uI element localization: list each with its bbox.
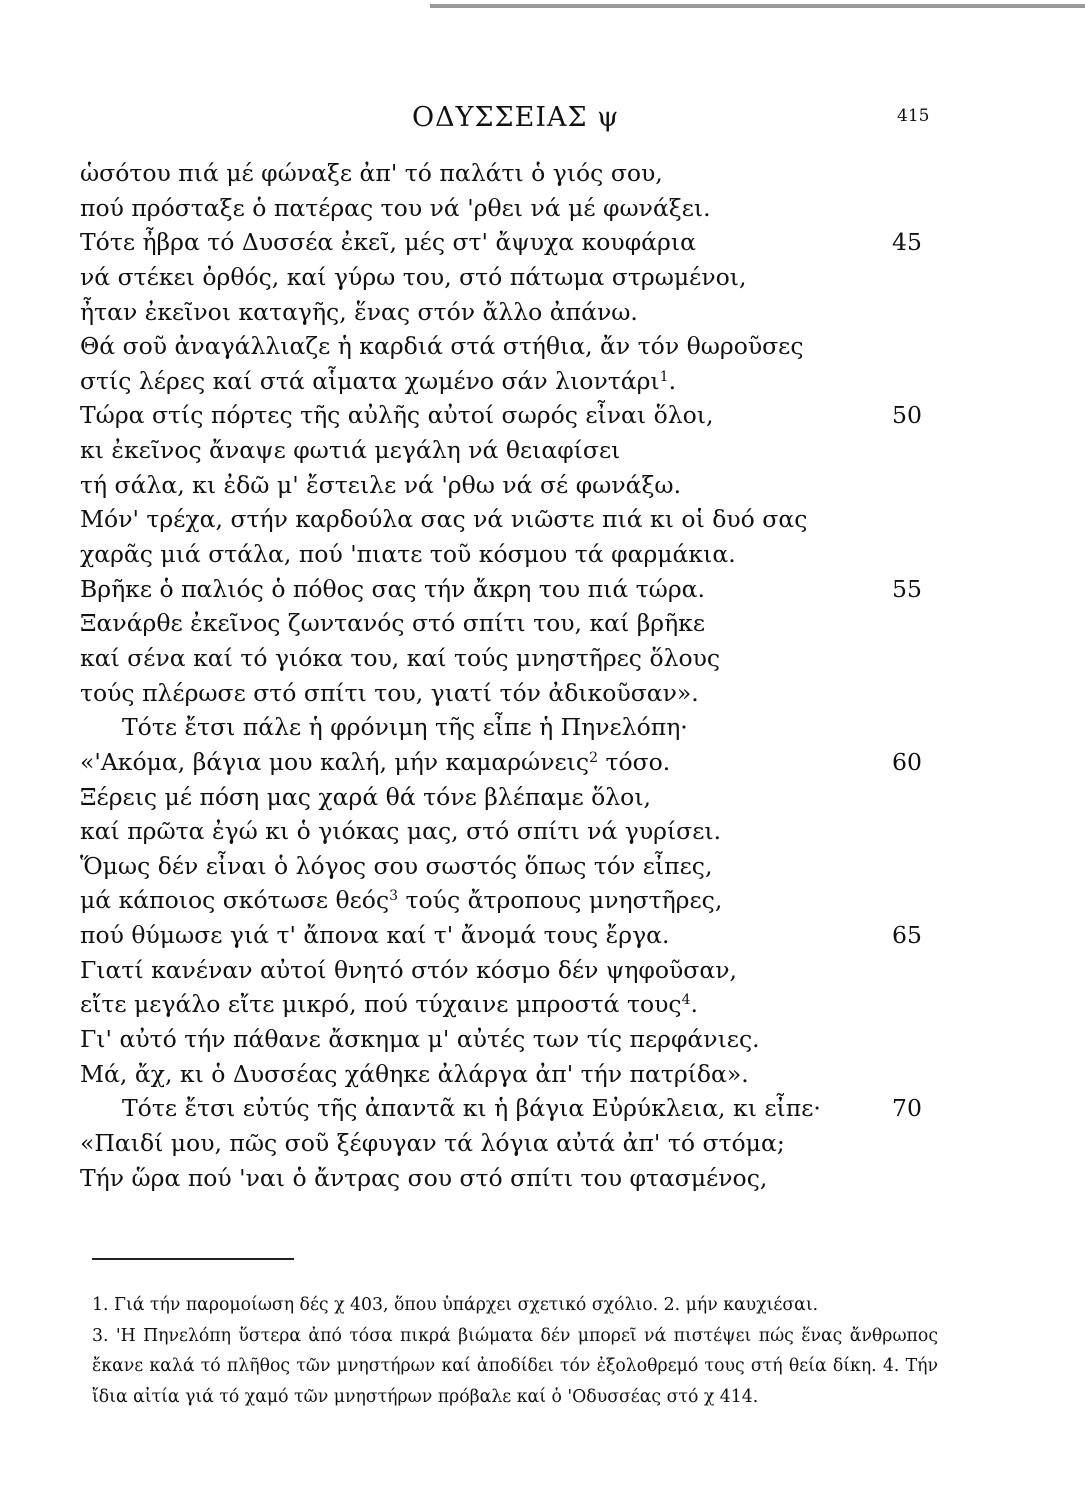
verse-text-main: τούς πλέρωσε στό σπίτι του, γιατί τόν ἀδικοῦσαν». xyxy=(80,678,699,707)
verse-text-main: «Παιδί μου, πῶς σοῦ ξέφυγαν τά λόγια αὐτά ἀπ' τό στόμα; xyxy=(80,1128,785,1157)
verse-text-main: Τότε ἔτσι πάλε ἡ φρόνιμη τῆς εἶπε ἡ Πηνελόπη· xyxy=(122,713,688,742)
verse-line xyxy=(80,606,950,641)
verse-text-main: Ὅμως δέν εἶναι ὁ λόγος σου σωστός ὅπως τόν εἶπες, xyxy=(80,851,713,880)
verse-text-main: πού θύμωσε γιά τ' ἄπονα καί τ' ἄνομά τους ἔργα. xyxy=(80,921,670,950)
verse-text-main: τή σάλα, κι ἐδῶ μ' ἔστειλε νά 'ρθω νά σέ φωνάξω. xyxy=(80,470,682,499)
verse-text-main: νά στέκει ὀρθός, καί γύρω του, στό πάτωμα στρωμένοι, xyxy=(80,262,747,291)
verse-line xyxy=(80,745,950,780)
verse-line xyxy=(80,156,950,191)
verse-text-main: «'Ακόμα, βάγια μου καλή, μήν καμαρώνεις xyxy=(80,747,590,776)
running-head xyxy=(0,102,1085,142)
footnote-paragraph: 3. 'Η Πηνελόπη ὕστερα ἀπό τόσα πικρά βιώματα δέν μπορεῖ νά πιστέψει πώς ἕνας ἄνθρωπος ἔκανε καλά τό πλῆθος τῶν μνηστήρων καί ἀποδίδει τόν ἐξολοθρεμό τους στή θεία δίκη. 4. Τήν ἴδια αἰτία γιά τό χαμό τῶν μνηστήρων πρόβαλε καί ὁ 'Οδυσσέας στό χ 414. xyxy=(92,1325,938,1407)
verse-text-main: Τότε ἦβρα τό Δυσσέα ἐκεῖ, μές στ' ἄψυχα κουφάρια xyxy=(80,228,696,257)
verse-text-main: Ξανάρθε ἐκεῖνος ζωντανός στό σπίτι του, καί βρῆκε xyxy=(80,609,706,638)
verse-line xyxy=(80,225,950,260)
line-number: 55 xyxy=(892,574,922,603)
verse-text xyxy=(80,1022,760,1057)
verse-text-main: πού πρόσταξε ὁ πατέρας του νά 'ρθει νά μέ φωνάξει. xyxy=(80,193,711,222)
verse-text-main: ὡσότου πιά μέ φώναξε ἀπ' τό παλάτι ὁ γιός σου, xyxy=(80,159,663,187)
verse-line xyxy=(80,780,950,815)
verse-text xyxy=(80,364,676,399)
verse-text xyxy=(80,502,807,537)
verse-text-main: κι ἐκεῖνος ἄναψε φωτιά μεγάλη νά θειαφίσει xyxy=(80,436,621,465)
verse-text xyxy=(80,260,746,295)
footnote-separator xyxy=(92,1258,294,1260)
verse-line xyxy=(80,883,950,918)
verse-text-main: Μά, ἄχ, κι ὁ Δυσσέας χάθηκε ἀλάργα ἀπ' τήν πατρίδα». xyxy=(80,1059,749,1088)
verse-text xyxy=(80,1091,821,1126)
verse-text-main: καί πρῶτα ἐγώ κι ὁ γιόκας μας, στό σπίτι νά γυρίσει. xyxy=(80,817,722,846)
verse-text xyxy=(80,918,670,953)
verse-line xyxy=(80,641,950,676)
verse-line xyxy=(80,987,950,1022)
book-title: ΟΔΥΣΣΕΙΑΣ ψ xyxy=(412,102,620,133)
verse-text xyxy=(80,641,720,676)
scan-edge-rule xyxy=(430,4,1085,8)
verse-text-main: χαρᾶς μιά στάλα, πού 'πιατε τοῦ κόσμου τά φαρμάκια. xyxy=(80,540,736,569)
verse-text-main: Τήν ὥρα πού 'ναι ὁ ἄντρας σου στό σπίτι του φτασμένος, xyxy=(80,1163,768,1192)
verse-text xyxy=(80,398,713,433)
verse-text-tail: τόσο. xyxy=(597,747,671,776)
footnote-marker: 4 xyxy=(681,992,691,1009)
verse-text-main: μά κάποιος σκότωσε θεός xyxy=(80,886,390,915)
verse-text-main: Τώρα στίς πόρτες τῆς αὐλῆς αὐτοί σωρός εἶναι ὅλοι, xyxy=(80,401,714,430)
verse-text-main: Γιατί κανέναν αὐτοί θνητό στόν κόσμο δέν ψηφοῦσαν, xyxy=(80,955,737,984)
verse-text xyxy=(80,1126,785,1161)
verse-line xyxy=(80,433,950,468)
verse-text-main: Μόν' τρέχα, στήν καρδούλα σας νά νιῶστε πιά κι οἱ δυό σας xyxy=(80,505,808,534)
line-number: 50 xyxy=(892,401,922,430)
verse-line xyxy=(80,1126,950,1161)
verse-line xyxy=(80,502,950,537)
verse-text xyxy=(80,814,721,849)
verse-line xyxy=(80,260,950,295)
verse-text xyxy=(80,433,620,468)
verse-text-main: Θά σοῦ ἀναγάλλιαζε ἡ καρδιά στά στήθια, ἄν τόν θωροῦσες xyxy=(80,332,804,361)
verse-text-main: Τότε ἔτσι εὐτύς τῆς ἀπαντᾶ κι ἡ βάγια Εὐρύκλεια, κι εἶπε· xyxy=(122,1094,821,1123)
footnote-marker: 2 xyxy=(589,749,598,766)
verse-line xyxy=(80,1022,950,1057)
verse-line xyxy=(80,918,950,953)
verse-text-main: καί σένα καί τό γιόκα του, καί τούς μνηστῆρες ὅλους xyxy=(80,643,721,672)
verse-text xyxy=(80,849,712,884)
verse-line xyxy=(80,849,950,884)
page-number: 415 xyxy=(897,106,930,126)
verse-text-main: ἦταν ἐκεῖνοι καταγῆς, ἕνας στόν ἄλλο ἀπάνω. xyxy=(80,297,638,326)
verse-text xyxy=(80,537,736,572)
verse-text-main: Γι' αὐτό τήν πάθανε ἄσκημα μ' αὐτές των τίς περφάνιες. xyxy=(80,1025,760,1054)
poem-text xyxy=(80,156,950,1195)
verse-line xyxy=(80,953,950,988)
verse-line xyxy=(80,398,950,433)
verse-text-main: Ξέρεις μέ πόση μας χαρά θά τόνε βλέπαμε ὅλοι, xyxy=(80,782,652,811)
footnote-marker: 1 xyxy=(659,368,669,385)
verse-text xyxy=(80,676,699,711)
verse-line xyxy=(80,468,950,503)
verse-text-tail: . xyxy=(668,366,677,395)
verse-text xyxy=(80,572,705,607)
verse-line xyxy=(80,572,950,607)
verse-line xyxy=(80,1161,950,1196)
footnote-marker: 3 xyxy=(389,888,399,905)
verse-line xyxy=(80,329,950,364)
verse-line xyxy=(80,537,950,572)
verse-text xyxy=(80,225,696,260)
verse-line xyxy=(80,1091,950,1126)
verse-text xyxy=(80,953,737,988)
line-number: 70 xyxy=(892,1094,922,1123)
line-number: 65 xyxy=(892,921,922,950)
line-number: 60 xyxy=(892,747,922,776)
verse-text xyxy=(80,987,698,1022)
verse-text xyxy=(80,468,681,503)
verse-text xyxy=(80,606,705,641)
footnote-paragraph: 1. Γιά τήν παρομοίωση δές χ 403, ὅπου ὑπάρχει σχετικό σχόλιο. 2. μήν καυχιέσαι. xyxy=(92,1295,819,1315)
verse-text xyxy=(80,156,663,191)
verse-text xyxy=(80,295,638,330)
footnotes xyxy=(92,1290,938,1412)
verse-text xyxy=(80,1057,749,1092)
verse-line xyxy=(80,364,950,399)
verse-text-main: Βρῆκε ὁ παλιός ὁ πόθος σας τήν ἄκρη του πιά τώρα. xyxy=(80,574,705,603)
verse-line xyxy=(80,191,950,226)
verse-text xyxy=(80,329,804,364)
verse-text-tail: . xyxy=(690,990,698,1019)
verse-line xyxy=(80,710,950,745)
verse-line xyxy=(80,814,950,849)
verse-line xyxy=(80,676,950,711)
verse-text xyxy=(80,780,651,815)
verse-text xyxy=(80,883,722,918)
verse-text xyxy=(80,1161,767,1196)
verse-text-main: εἴτε μεγάλο εἴτε μικρό, πού τύχαινε μπροστά τους xyxy=(80,990,682,1019)
verse-text xyxy=(80,191,711,226)
verse-text-main: στίς λέρες καί στά αἷματα χωμένο σάν λιοντάρι xyxy=(80,366,660,395)
verse-text xyxy=(80,710,688,745)
verse-text-tail: τούς ἄτροπους μνηστῆρες, xyxy=(398,886,723,915)
verse-line xyxy=(80,1057,950,1092)
verse-line xyxy=(80,295,950,330)
verse-text xyxy=(80,745,670,780)
line-number: 45 xyxy=(892,228,922,257)
